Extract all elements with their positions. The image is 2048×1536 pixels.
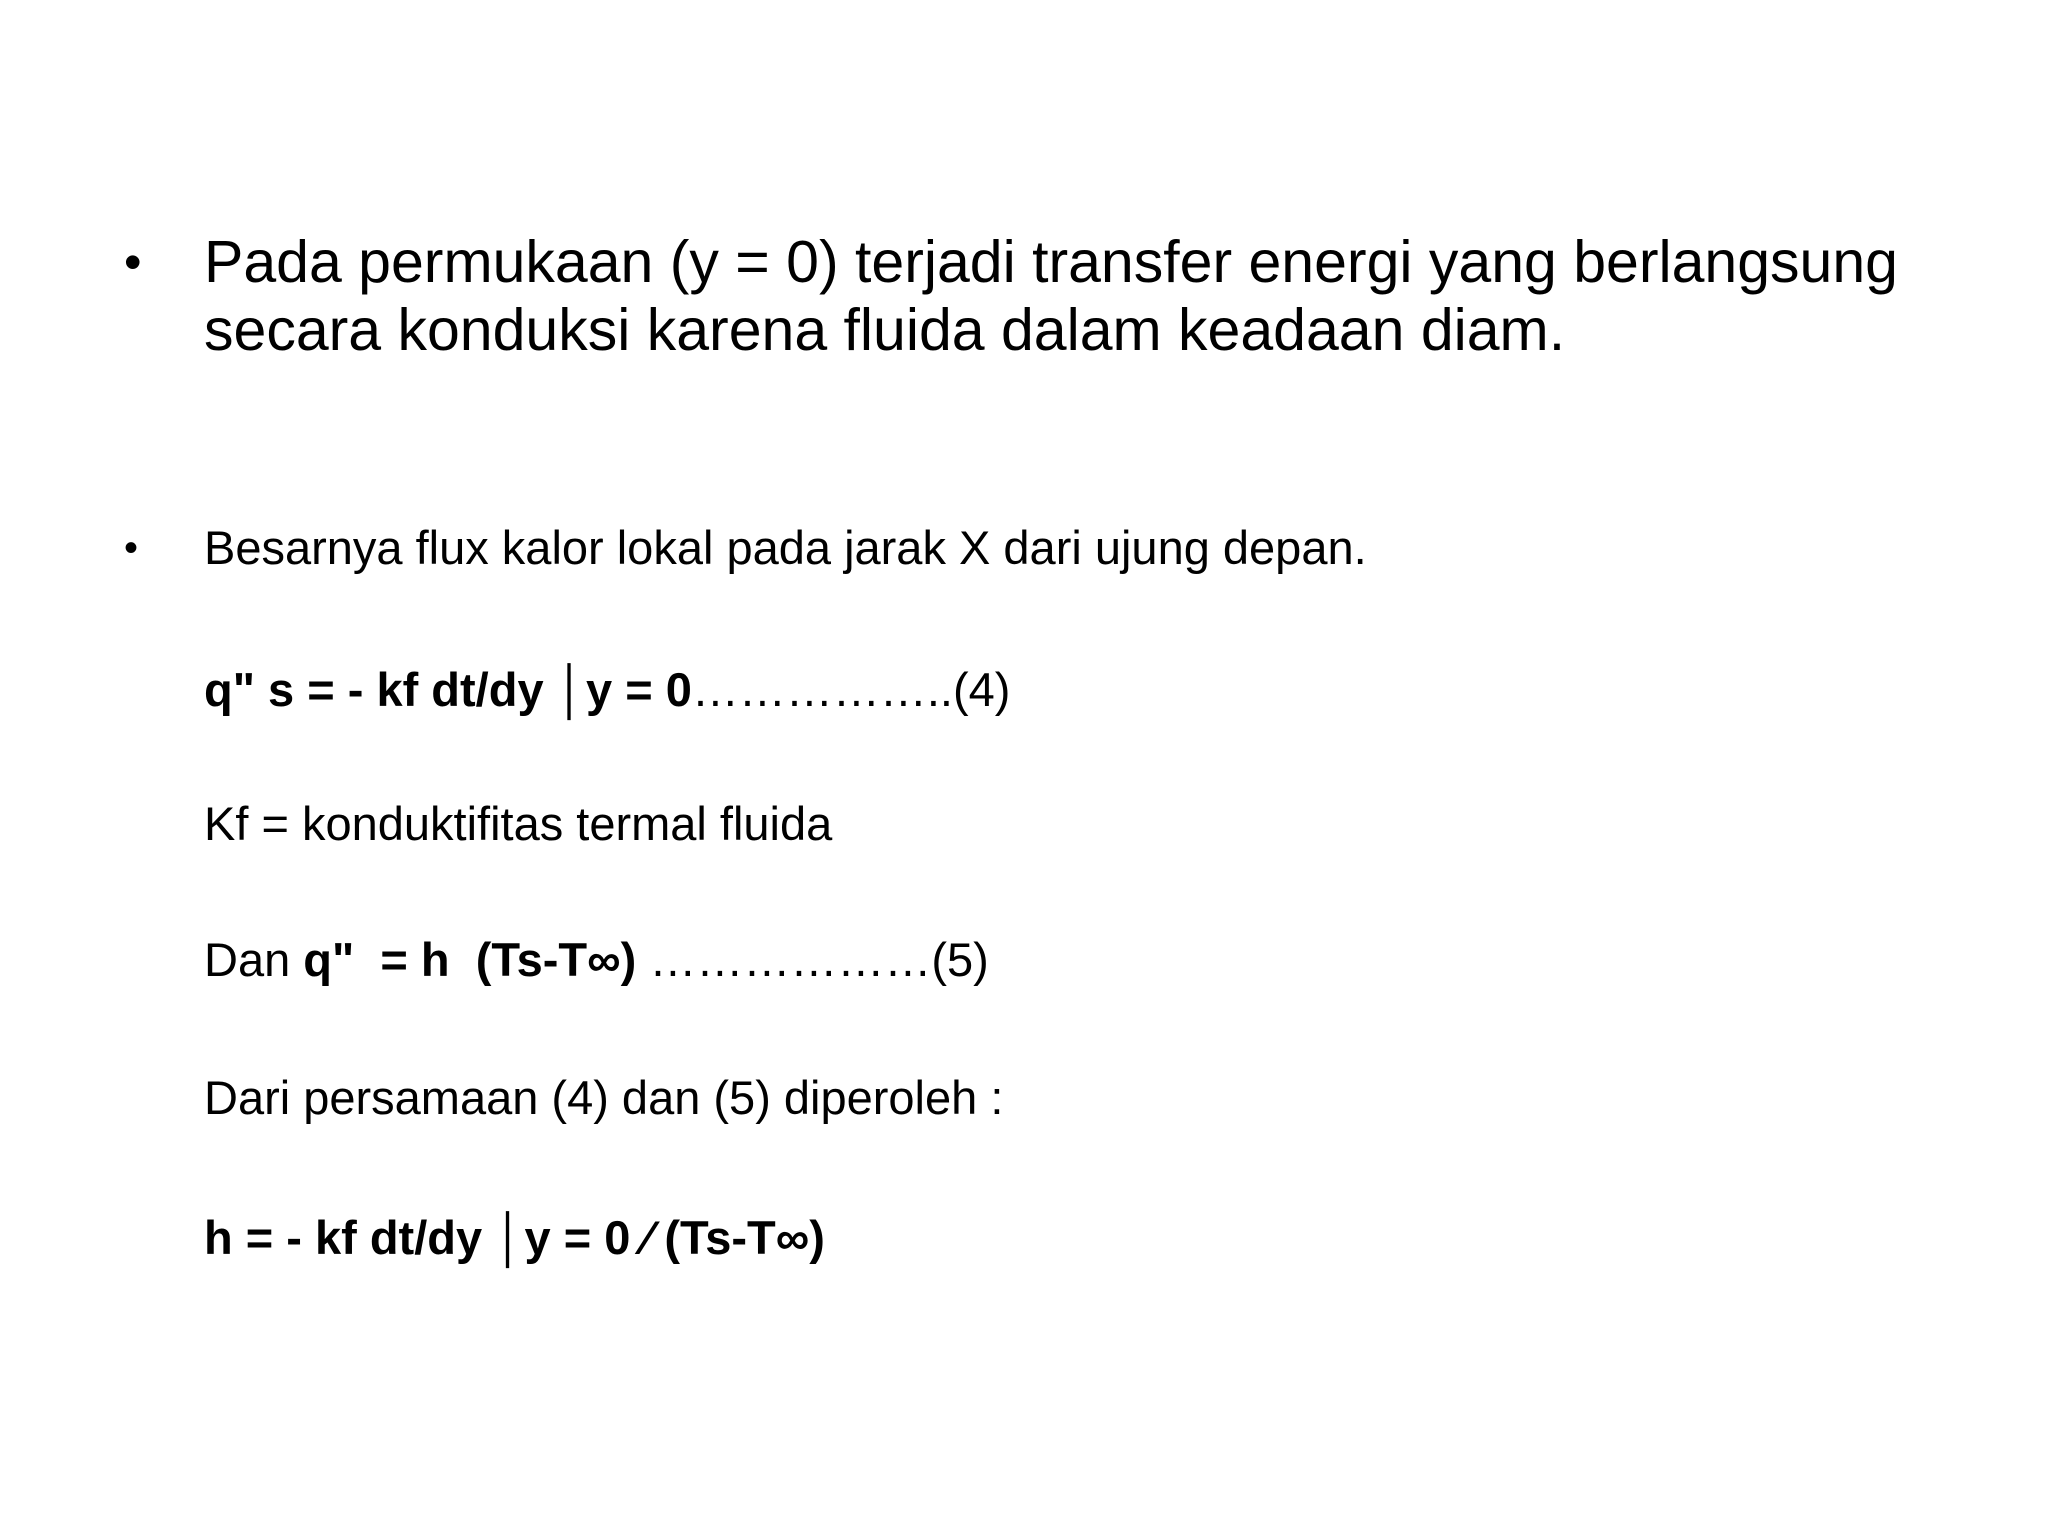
- equation-5-prefix: Dan: [204, 933, 304, 986]
- bullet-dot-icon: •: [124, 234, 142, 290]
- equation-5-bold: q" = h (Ts-T∞): [303, 933, 637, 986]
- definition-kf: Kf = konduktifitas termal fluida: [204, 797, 833, 850]
- equation-5: [204, 930, 989, 990]
- equation-4-label: ……………..(4): [691, 663, 1011, 716]
- derivation-intro: Dari persamaan (4) dan (5) diperoleh :: [204, 1071, 1004, 1124]
- equation-5-label: ………………(5): [636, 933, 989, 986]
- bullet-item-surface-conduction: [124, 228, 1924, 364]
- equation-4-bold: q" s = - kf dt/dy │y = 0: [204, 663, 692, 716]
- bullet-item-local-heat-flux: [124, 518, 1924, 578]
- bullet-text: Besarnya flux kalor lokal pada jarak X dari ujung depan.: [204, 521, 1367, 574]
- equation-4: [204, 660, 1010, 720]
- bullet-text: Pada permukaan (y = 0) terjadi transfer energi yang berlangsung secara konduksi karena fluida dalam keadaan diam.: [204, 229, 1898, 363]
- bullet-dot-icon: •: [124, 526, 139, 570]
- equation-final: [204, 1208, 825, 1268]
- equation-final-bold: h = - kf dt/dy │y = 0 ⁄ (Ts-T∞): [204, 1211, 825, 1264]
